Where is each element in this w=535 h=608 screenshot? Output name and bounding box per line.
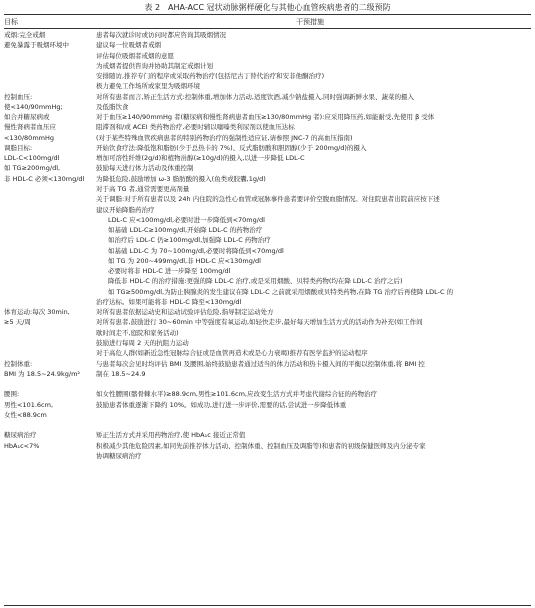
goal-line (4, 235, 94, 245)
action-line: 治疗达标。如果可能将非 HDL-C 降至<130mg/dl (96, 297, 242, 306)
action-line: 矫正生活方式并采用药物治疗,使 HbA₁c 接近正常值 (96, 431, 246, 440)
action-line: 建议每一位吸烟者戒烟 (96, 41, 161, 50)
goal-line: 如合并糖尿病或 (4, 113, 50, 122)
action-line: 对所有患者,鼓励进行 30~60min 中等强度有氧运动,如轻快走步,最好每天增加生活方式的活动作为补充(如工作间 (96, 318, 423, 327)
top-rule (4, 14, 531, 15)
action-line: 如 TG≥500mg/dl,为防止胰腺炎的发生建议在降 LDL-C 之前就采用烟酸或贝特类药物,在降 TG 治疗后再使降 LDL-C 的 (108, 287, 454, 296)
action-line: 必要时将非 HDL-C 进一步降至 100mg/dl (108, 267, 231, 276)
action-line: 对所有患者而言,矫正生活方式:控制体重,增加体力活动,适度饮酒,减少钠盐摄入,同时强调新鲜水果、蔬菜的摄入 (96, 92, 415, 101)
goal-line: 女性<88.9cm (4, 410, 47, 419)
action-column (96, 30, 530, 461)
table-title: 表 2 AHA-ACC 冠状动脉粥样硬化与其他心血管疾病患者的二级预防 (144, 3, 391, 12)
goal-line (4, 348, 94, 358)
goal-line: 戒烟:完全戒烟 (4, 31, 46, 39)
goal-line (4, 215, 94, 225)
action-line: 阻滞剂和/或 ACEI 类药物治疗,必要时辅以噻嗪类利尿剂以使血压达标 (96, 123, 295, 132)
action-line: 与患者每次会见时均评估 BMI 及腰围,始终鼓励患者通过适当的体力活动和热卡摄入间的平衡以控制体重,将 BMI 控 (96, 359, 425, 368)
action-line: 歇时间走不,庭院和家务活动) (96, 328, 179, 337)
action-line (96, 410, 530, 420)
action-line: 关于调脂:对于所有患者以及 24h 内住院的急性心血管或冠脉事件患者要评价空腹血脂情况。对住院患者出院前应按下述 (96, 195, 440, 204)
action-line: 如 TG 为 200~499mg/dl,非 HDL-C 应<130mg/dl (108, 256, 261, 265)
header-goal: 目标 (4, 18, 18, 26)
goal-line (4, 297, 94, 307)
action-line: 为降低危险,鼓励增加 ω-3 脂肪酸的摄入(鱼类或胶囊,1g/d) (96, 174, 266, 183)
goal-line: 糖尿病治疗 (4, 431, 37, 440)
goal-line: 体育运动:每次 30min, (4, 308, 70, 317)
action-line: 极力避免工作场所或家里为吸烟环境 (96, 82, 200, 91)
action-line: 如女性腰围(髂骨棘水平)≥88.9cm,男性≥101.6cm,应改变生活方式并考虑代谢综合征的药物治疗 (96, 390, 377, 399)
action-line: 协调糖尿病治疗 (96, 451, 142, 460)
goal-line (4, 256, 94, 266)
action-line: 积极减少其他危险因素,如同先前推荐体力活动、控制体重、控制血压及调脂等)和患者的初级保健医师及内分泌专家 (96, 441, 426, 450)
action-line: 降低非 HDL-C 的治疗措施:更强的降 LDL-C 治疗,或是采用烟酸、贝特类药物(均在降 LDL-C 治疗之后) (108, 277, 403, 286)
goal-line: 腰围: (4, 390, 20, 399)
goal-line: 控制血压: (4, 92, 33, 101)
action-line: 增加可溶性纤维(2g/d)和植物甾醇(≥10g/d)的摄入,以进一步降低 LDL-C (96, 154, 305, 163)
action-line: LDL-C 应<100mg/dl,必要时进一步降低到<70mg/dl (108, 215, 265, 224)
goal-line (4, 276, 94, 286)
goal-line: 避免暴露于吸烟环境中 (4, 41, 69, 50)
action-line: 鼓励每天进行体力活动及体重控制 (96, 164, 194, 173)
action-line: 安排随访,推荐专门的程序或采取药物治疗(包括尼古丁替代治疗和安非他酮治疗) (96, 72, 325, 81)
goal-line: BMI 为 18.5~24.9kg/m² (4, 369, 81, 378)
goal-line: 慢性肾病者血压应 (4, 123, 56, 132)
action-line: 为戒烟者提供咨询并协助其制定戒烟计划 (96, 61, 213, 70)
goal-line (4, 379, 94, 389)
goal-line (4, 451, 94, 461)
action-line (96, 379, 530, 389)
action-line: 对于高 TG 者,通常需要更高剂量 (96, 184, 190, 193)
goal-line (4, 81, 94, 91)
goal-column (4, 30, 94, 461)
goal-line: <130/80mmHg (4, 133, 54, 142)
goal-line: HbA₁c<7% (4, 441, 40, 450)
action-line: 如基础 LDL-C≥100mg/dl,开始降 LDL-C 的药物治疗 (108, 226, 263, 235)
action-line: 鼓励患者体重逐渐下降约 10%。如成功,进行进一步评价,需要的话,尝试进一步降低体重 (96, 400, 347, 409)
action-line: 及低脂饮食 (96, 102, 129, 111)
action-line: 患者每次就诊时或访问时都应咨询其吸烟情况 (96, 31, 226, 39)
action-line: (对于某些特殊血管疾病患者的特别药物治疗的强制性适应证,请参照 JNC-7 的高血压指南) (96, 133, 353, 142)
goal-line (4, 287, 94, 297)
action-line: 建议开始降脂药治疗 (96, 205, 155, 214)
goal-line (4, 338, 94, 348)
action-line: 开始饮食疗法:降低饱和脂肪(少于总热卡的 7%)、反式脂肪酸和胆固醇(少于 200mg/d)的摄入 (96, 143, 367, 152)
action-line: 制在 18.5~24.9 (96, 369, 146, 378)
action-line: 对于血压≥140/90mmHg 者(糖尿病和慢性肾病患者血压≥130/80mmHg 者):应采用降压药,如能耐受,先使用 β 受体 (96, 113, 435, 122)
goal-line (4, 71, 94, 81)
goal-line: 如 TG≥200mg/dl, (4, 164, 61, 173)
action-line: 鼓励进行每周 2 天的抗阻力运动 (96, 338, 189, 347)
goal-line: 非 HDL-C 必须<130mg/dl (4, 174, 85, 183)
goal-line (4, 225, 94, 235)
goal-line: 调脂目标: (4, 143, 33, 152)
goal-line (4, 61, 94, 71)
action-line: 如基础 LDL-C 为 70~100mg/dl,必要时将降低到<70mg/dl (108, 246, 284, 255)
goal-line (4, 194, 94, 204)
action-line: 评估每位吸烟者戒烟的意愿 (96, 51, 174, 60)
goal-line (4, 205, 94, 215)
goal-line (4, 266, 94, 276)
goal-line: ≥5 天/周 (4, 318, 31, 327)
goal-line (4, 420, 94, 430)
goal-line (4, 184, 94, 194)
goal-line: 控制体重: (4, 359, 33, 368)
goal-line: 男性<101.6cm, (4, 400, 54, 409)
header-action: 干预措施 (296, 18, 324, 26)
action-line (96, 420, 530, 430)
goal-line: 使<140/90mmHg; (4, 102, 63, 111)
goal-line (4, 51, 94, 61)
goal-line: LDL-C<100mg/dl (4, 154, 60, 163)
action-line: 如治疗后 LDL-C 仍≥100mg/dl,加强降 LDL-C 药物治疗 (108, 236, 271, 245)
action-line: 对所有患者依据运动史和运动试验评估危险,指导制定运动处方 (96, 308, 274, 317)
goal-line (4, 246, 94, 256)
action-line: 对于高危人群(如新近急性冠脉综合征或是血管再造术或是心力衰竭)推荐有医学监护的运动程序 (96, 349, 368, 358)
goal-line (4, 328, 94, 338)
header-rule (4, 28, 531, 29)
bottom-rule (4, 605, 531, 606)
